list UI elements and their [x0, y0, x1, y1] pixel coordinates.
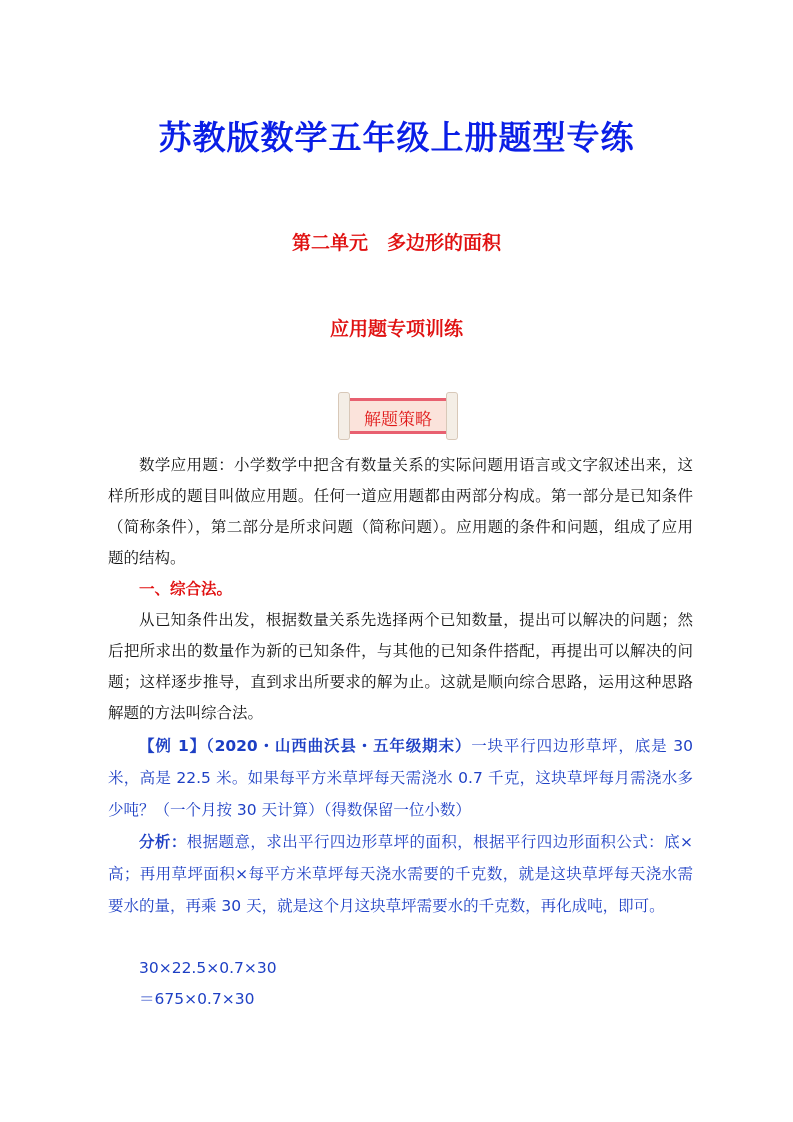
analysis-label: 分析：	[139, 833, 187, 851]
calc-line: ＝675×0.7×30	[139, 990, 255, 1008]
method-heading: 一、综合法。	[139, 580, 233, 598]
example-paragraph	[108, 730, 693, 826]
intro-paragraph: 数学应用题：小学数学中把含有数量关系的实际问题用语言或文字叙述出来，这样所形成的题目叫做应用题。任何一道应用题都由两部分构成。第一部分是已知条件（简称条件），第二部分是所求问题（简称问题）。应用题的条件和问题，组成了应用题的结构。	[108, 456, 693, 567]
example-text: 一块平行四边形草坪，底是 30 米，高是 22.5 米。如果每平方米草坪每天需浇水 0.7 千克，这块草坪每月需浇水多少吨？（一个月按 30 天计算）（得数保留一位小数）	[108, 737, 693, 819]
document-title: 苏教版数学五年级上册题型专练	[158, 118, 635, 157]
unit-heading: 第二单元 多边形的面积	[291, 232, 501, 254]
analysis-paragraph	[108, 826, 693, 922]
analysis-text: 根据题意，求出平行四边形草坪的面积，根据平行四边形面积公式：底×高；再用草坪面积×每平方米草坪每天浇水需要的千克数，就是这块草坪每天浇水需要水的量，再乘 30 天，就是这个月这块草坪需要水的千克数，再化成吨，即可。	[108, 833, 693, 915]
calc-line: 30×22.5×0.7×30	[139, 959, 277, 977]
scroll-banner	[334, 392, 462, 440]
banner-label: 解题策略	[364, 410, 432, 430]
method-paragraph: 从已知条件出发，根据数量关系先选择两个已知数量，提出可以解决的问题；然后把所求出的数量作为新的已知条件，与其他的已知条件搭配，再提出可以解决的问题；这样逐步推导，直到求出所要求的解为止。这就是顺向综合思路，运用这种思路解题的方法叫综合法。	[108, 611, 693, 722]
section-subtitle: 应用题专项训练	[329, 318, 463, 340]
example-label: 【例 1】（2020・山西曲沃县・五年级期末）	[139, 737, 472, 755]
